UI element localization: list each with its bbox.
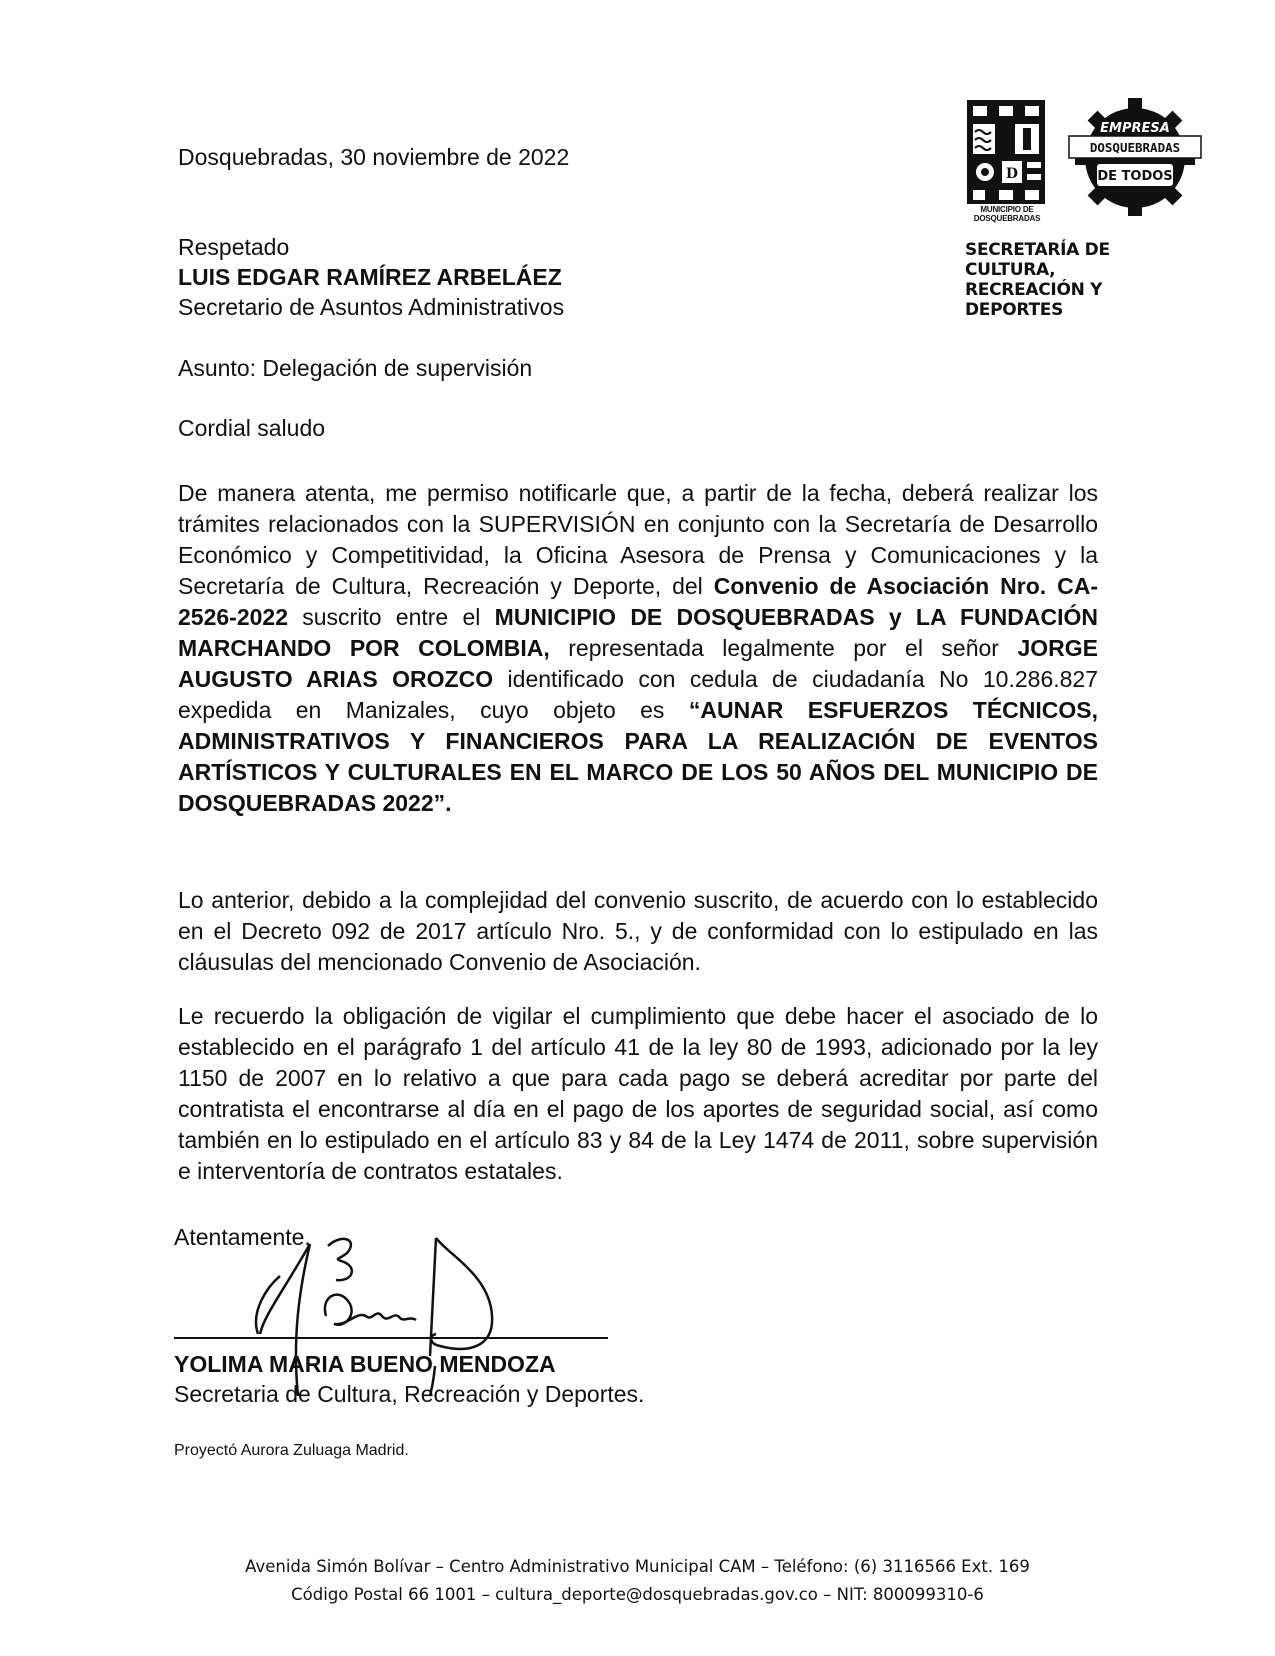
signer-name: YOLIMA MARIA BUENO MENDOZA: [174, 1351, 556, 1377]
body-paragraph-1: [178, 478, 1098, 819]
gear-bottom-text: DE TODOS: [1097, 169, 1173, 184]
p1-text-c: suscrito entre el: [288, 604, 495, 630]
body-paragraph-2: Lo anterior, debido a la complejidad del convenio suscrito, de acuerdo con lo establecido en el Decreto 092 de 2017 artículo Nro. 5., y de conformidad con lo estipulado en las cláusulas del mencionado Convenio de Asociación.: [178, 887, 1098, 975]
municipio-shield-icon: [965, 98, 1047, 208]
empresa-gear-logo-icon: [1065, 96, 1205, 216]
signature-line: [174, 1337, 608, 1339]
greeting: Cordial saludo: [178, 415, 326, 441]
municipio-caption: [962, 205, 1052, 223]
p1-text-g: identificado con cedula de ciudadanía No 10.286.827 expedida en Manizales, cuyo objeto es: [178, 666, 1098, 723]
body-paragraph-3: Le recuerdo la obligación de vigilar el cumplimiento que debe hacer el asociado de lo establecido en el parágrafo 1 del artículo 41 de la ley 80 de 1993, adicionado por la ley 1150 de 2007 en lo relativo a que para cada pago se deberá acreditar por parte del contratista el encontrarse al día en el pago de los aportes de seguridad social, así como también en lo estipulado en el artículo 83 y 84 de la Ley 1474 de 2011, sobre supervisión e interventoría de contratos estatales.: [178, 1003, 1098, 1184]
p1-convenio: Convenio de Asociación Nro. CA-2526-2022: [178, 573, 1098, 630]
municipio-caption-line2: DOSQUEBRADAS: [973, 214, 1041, 223]
gear-top-text: EMPRESA: [1100, 121, 1170, 136]
recipient-name: LUIS EDGAR RAMÍREZ ARBELÁEZ: [178, 264, 562, 290]
footer-contact: Código Postal 66 1001 – cultura_deporte@dosquebradas.gov.co – NIT: 800099310-6: [291, 1585, 984, 1604]
recipient-title: Secretario de Asuntos Administrativos: [178, 294, 565, 320]
svg-text:D: D: [1005, 166, 1019, 182]
signer-title: Secretaria de Cultura, Recreación y Deportes.: [174, 1381, 645, 1407]
p1-objeto: “AUNAR ESFUERZOS TÉCNICOS, ADMINISTRATIVOS Y FINANCIEROS PARA LA REALIZACIÓN DE EVENTOS ARTÍSTICOS Y CULTURALES EN EL MARCO DE LOS 50 AÑOS DEL MUNICIPIO DE DOSQUEBRADAS 2022”.: [178, 697, 1098, 816]
municipio-caption-line1: MUNICIPIO DE: [980, 205, 1034, 214]
footer-address: Avenida Simón Bolívar – Centro Administrativo Municipal CAM – Teléfono: (6) 3116566 Ext. 169: [245, 1557, 1030, 1576]
subject-line: Asunto: Delegación de supervisión: [178, 355, 533, 381]
recipient-salutation: Respetado: [178, 234, 290, 260]
p1-representative: JORGE AUGUSTO ARIAS OROZCO: [178, 635, 1098, 692]
p1-text-a: De manera atenta, me permiso notificarle que, a partir de la fecha, deberá realizar los trámites relacionados con la SUPERVISIÓN en conjunto con la Secretaría de Desarrollo Económico y Competitividad, la Oficina Asesora de Prensa y Comunicaciones y la Secretaría de Cultura, Recreación y Deporte, del: [178, 480, 1098, 599]
secretaria-line2: RECREACIÓN Y DEPORTES: [965, 280, 1103, 320]
p1-parties: MUNICIPIO DE DOSQUEBRADAS y LA FUNDACIÓN MARCHANDO POR COLOMBIA,: [178, 604, 1098, 661]
secretaria-line1: SECRETARÍA DE CULTURA,: [965, 240, 1110, 280]
secretaria-caption: [965, 240, 1205, 320]
closing-farewell: Atentamente,: [174, 1224, 311, 1250]
p1-text-e: representada legalmente por el señor: [549, 635, 1018, 661]
gear-mid-text: DOSQUEBRADAS: [1089, 140, 1181, 155]
prepared-by: Proyectó Aurora Zuluaga Madrid.: [174, 1442, 409, 1459]
letter-date: Dosquebradas, 30 noviembre de 2022: [178, 144, 570, 170]
